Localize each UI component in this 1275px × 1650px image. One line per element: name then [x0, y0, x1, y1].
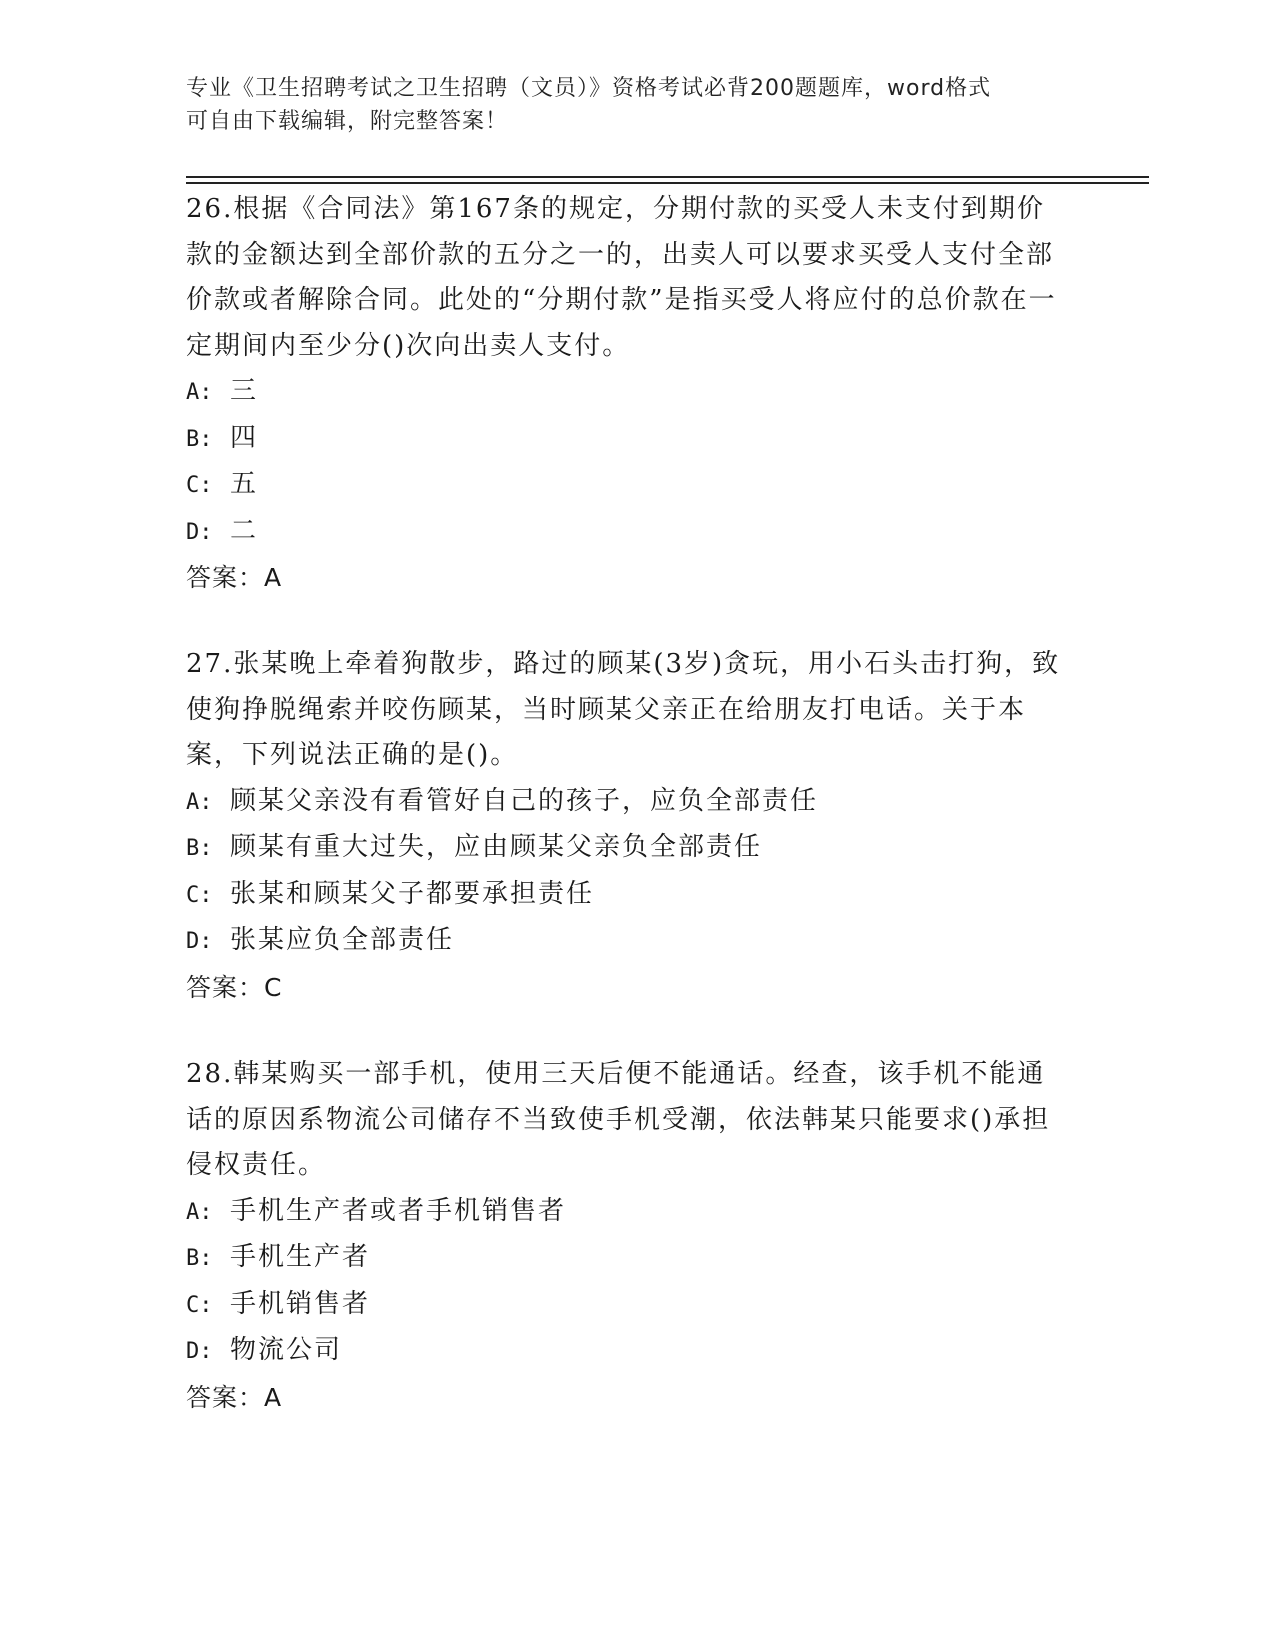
option-letter: B:	[186, 426, 213, 452]
answer-line: 答案：A	[186, 563, 283, 592]
question-27	[186, 642, 1066, 1010]
option-letter: A:	[186, 789, 213, 815]
header-divider-top	[186, 176, 1149, 178]
header-line-2: 可自由下载编辑，附完整答案！	[186, 109, 509, 134]
option-letter: D:	[186, 519, 213, 545]
header-line-1: 专业《卫生招聘考试之卫生招聘（文员）》资格考试必背200题题库，word格式	[186, 76, 992, 101]
option-a	[186, 369, 1066, 416]
document-header	[186, 72, 1066, 138]
option-a	[186, 1189, 1066, 1236]
option-d	[186, 1328, 1066, 1375]
option-letter: C:	[186, 882, 213, 908]
option-c	[186, 462, 1066, 509]
option-text: 五	[230, 469, 259, 499]
option-text: 物流公司	[230, 1335, 343, 1365]
option-d	[186, 509, 1066, 556]
option-text: 二	[230, 515, 259, 546]
answer-line: 答案：C	[186, 972, 283, 1002]
option-letter: C:	[186, 473, 213, 498]
option-b	[186, 416, 1066, 463]
option-text: 张某和顾某父子都要承担责任	[230, 878, 595, 909]
option-letter: C:	[186, 1292, 213, 1318]
option-b	[186, 825, 1066, 872]
question-stem: 27.张某晚上牵着狗散步，路过的顾某(3岁)贪玩，用小石头击打狗，致使狗挣脱绳索并咬伤顾某，当时顾某父亲正在给朋友打电话。关于本案，下列说法正确的是()。	[186, 649, 1061, 770]
option-letter: A:	[186, 380, 213, 405]
option-text: 顾某有重大过失，应由顾某父亲负全部责任	[230, 832, 763, 862]
option-text: 张某应负全部责任	[230, 925, 455, 955]
option-letter: A:	[186, 1199, 213, 1225]
option-text: 顾某父亲没有看管好自己的孩子，应负全部责任	[230, 785, 819, 816]
question-stem: 26.根据《合同法》第167条的规定，分期付款的买受人未支付到期价款的金额达到全部价款的五分之一的，出卖人可以要求买受人支付全部价款或者解除合同。此处的“分期付款”是指买受人将应付的总价款在一定期间内至少分()次向出卖人支付。	[186, 194, 1057, 361]
header-divider-bottom	[186, 182, 1149, 184]
answer-line: 答案：A	[186, 1382, 283, 1412]
option-letter: B:	[186, 836, 213, 861]
option-letter: D:	[186, 1339, 213, 1364]
option-c	[186, 872, 1066, 919]
option-letter: D:	[186, 929, 213, 954]
question-28	[186, 1052, 1066, 1420]
option-c	[186, 1282, 1066, 1329]
option-text: 手机生产者或者手机销售者	[230, 1195, 567, 1226]
question-stem: 28.韩某购买一部手机，使用三天后便不能通话。经查，该手机不能通话的原因系物流公司储存不当致使手机受潮，依法韩某只能要求()承担侵权责任。	[186, 1059, 1051, 1180]
option-letter: B:	[186, 1246, 213, 1271]
option-b	[186, 1235, 1066, 1282]
option-text: 四	[230, 422, 259, 453]
option-text: 三	[230, 376, 259, 406]
option-text: 手机生产者	[230, 1242, 371, 1272]
option-d	[186, 918, 1066, 965]
option-text: 手机销售者	[230, 1288, 371, 1319]
question-26	[186, 187, 1066, 601]
option-a	[186, 779, 1066, 826]
